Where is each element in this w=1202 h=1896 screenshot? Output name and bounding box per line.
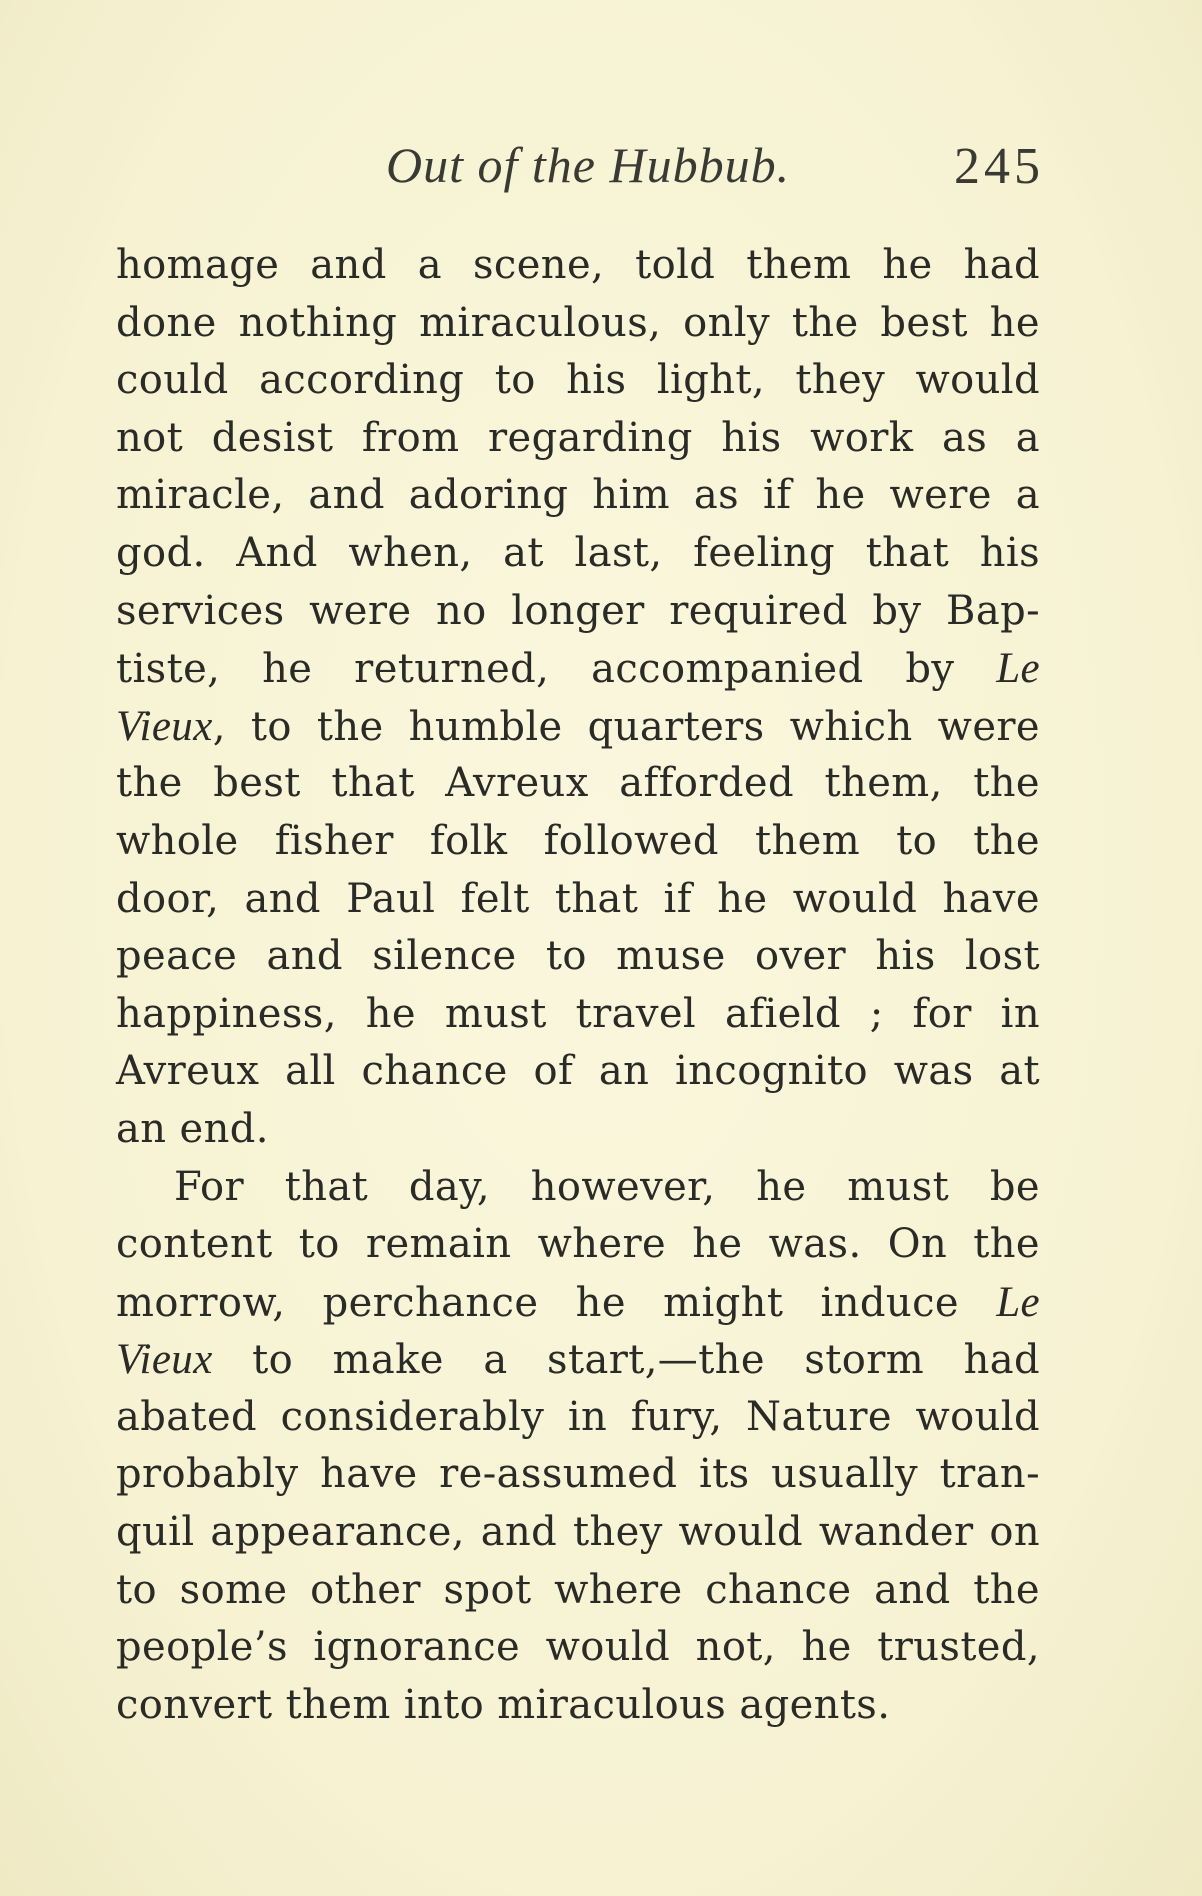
text-run: door, and Paul felt that if he would have <box>116 875 1040 922</box>
text-line <box>116 583 1040 641</box>
text-line <box>116 1562 1040 1620</box>
text-run: , to the humble quarters which were <box>212 703 1040 750</box>
text-line <box>116 295 1040 353</box>
text-run: to some other spot where chance and the <box>116 1566 1040 1613</box>
text-run: done nothing miraculous, only the best he <box>116 299 1040 346</box>
text-line <box>116 352 1040 410</box>
text-line <box>116 928 1040 986</box>
text-run: homage and a scene, told them he had <box>116 242 1040 288</box>
text-line <box>116 640 1040 698</box>
text-run: could according to his light, they would <box>116 357 1040 404</box>
text-line <box>116 871 1040 929</box>
text-line <box>116 1043 1040 1101</box>
running-title: Out of the Hubbub. <box>386 137 791 193</box>
text-run: morrow, perchance he might induce <box>116 1279 997 1326</box>
text-run: Avreux all chance of an incognito was at <box>116 1048 1040 1095</box>
text-run: peace and silence to muse over his lost <box>116 933 1040 980</box>
text-line <box>116 1677 1040 1735</box>
text-run: miracle, and adoring him as if he were a <box>116 472 1040 519</box>
text-line <box>116 1159 1040 1217</box>
italic-text: Le <box>996 645 1040 693</box>
text-run: whole fisher folk followed them to the <box>116 817 1040 864</box>
text-run: god. And when, at last, feeling that his <box>116 529 1040 576</box>
running-head <box>116 135 1044 195</box>
text-line <box>116 467 1040 525</box>
italic-text: Vieux <box>116 1336 213 1384</box>
text-line <box>116 525 1040 583</box>
text-run: services were no longer required by Bap- <box>116 587 1040 634</box>
italic-text: Le <box>996 1278 1040 1326</box>
text-line <box>116 755 1040 813</box>
text-line <box>116 237 1040 295</box>
text-run: quil appearance, and they would wander on <box>116 1509 1040 1556</box>
text-run: For that day, however, he must be <box>174 1163 1040 1210</box>
page-number: 245 <box>954 138 1044 195</box>
text-run: to make a start,—the storm had <box>212 1337 1040 1384</box>
text-line <box>116 1216 1040 1274</box>
text-run: the best that Avreux afforded them, the <box>116 760 1040 807</box>
text-run: not desist from regarding his work as a <box>116 414 1040 461</box>
text-run: convert them into miraculous agents. <box>116 1681 891 1728</box>
text-run: people’s ignorance would not, he trusted, <box>116 1624 1040 1671</box>
text-run: happiness, he must travel afield ; for in <box>116 990 1040 1037</box>
text-line <box>116 1331 1040 1389</box>
text-line <box>116 1389 1040 1447</box>
text-run: abated considerably in fury, Nature would <box>116 1393 1040 1440</box>
text-run: an end. <box>116 1105 269 1152</box>
text-line <box>116 1619 1040 1677</box>
text-line <box>116 1101 1040 1159</box>
text-line <box>116 1446 1040 1504</box>
text-run: tiste, he returned, accompanied by <box>116 646 997 693</box>
text-line <box>116 813 1040 871</box>
text-run: probably have re-assumed its usually tran- <box>116 1451 1040 1498</box>
body-text <box>116 237 1040 1734</box>
text-line <box>116 986 1040 1044</box>
text-line <box>116 698 1040 756</box>
text-line <box>116 1504 1040 1562</box>
italic-text: Vieux <box>116 702 213 750</box>
text-line <box>116 410 1040 468</box>
text-run: content to remain where he was. On the <box>116 1221 1040 1268</box>
text-line <box>116 1274 1040 1332</box>
